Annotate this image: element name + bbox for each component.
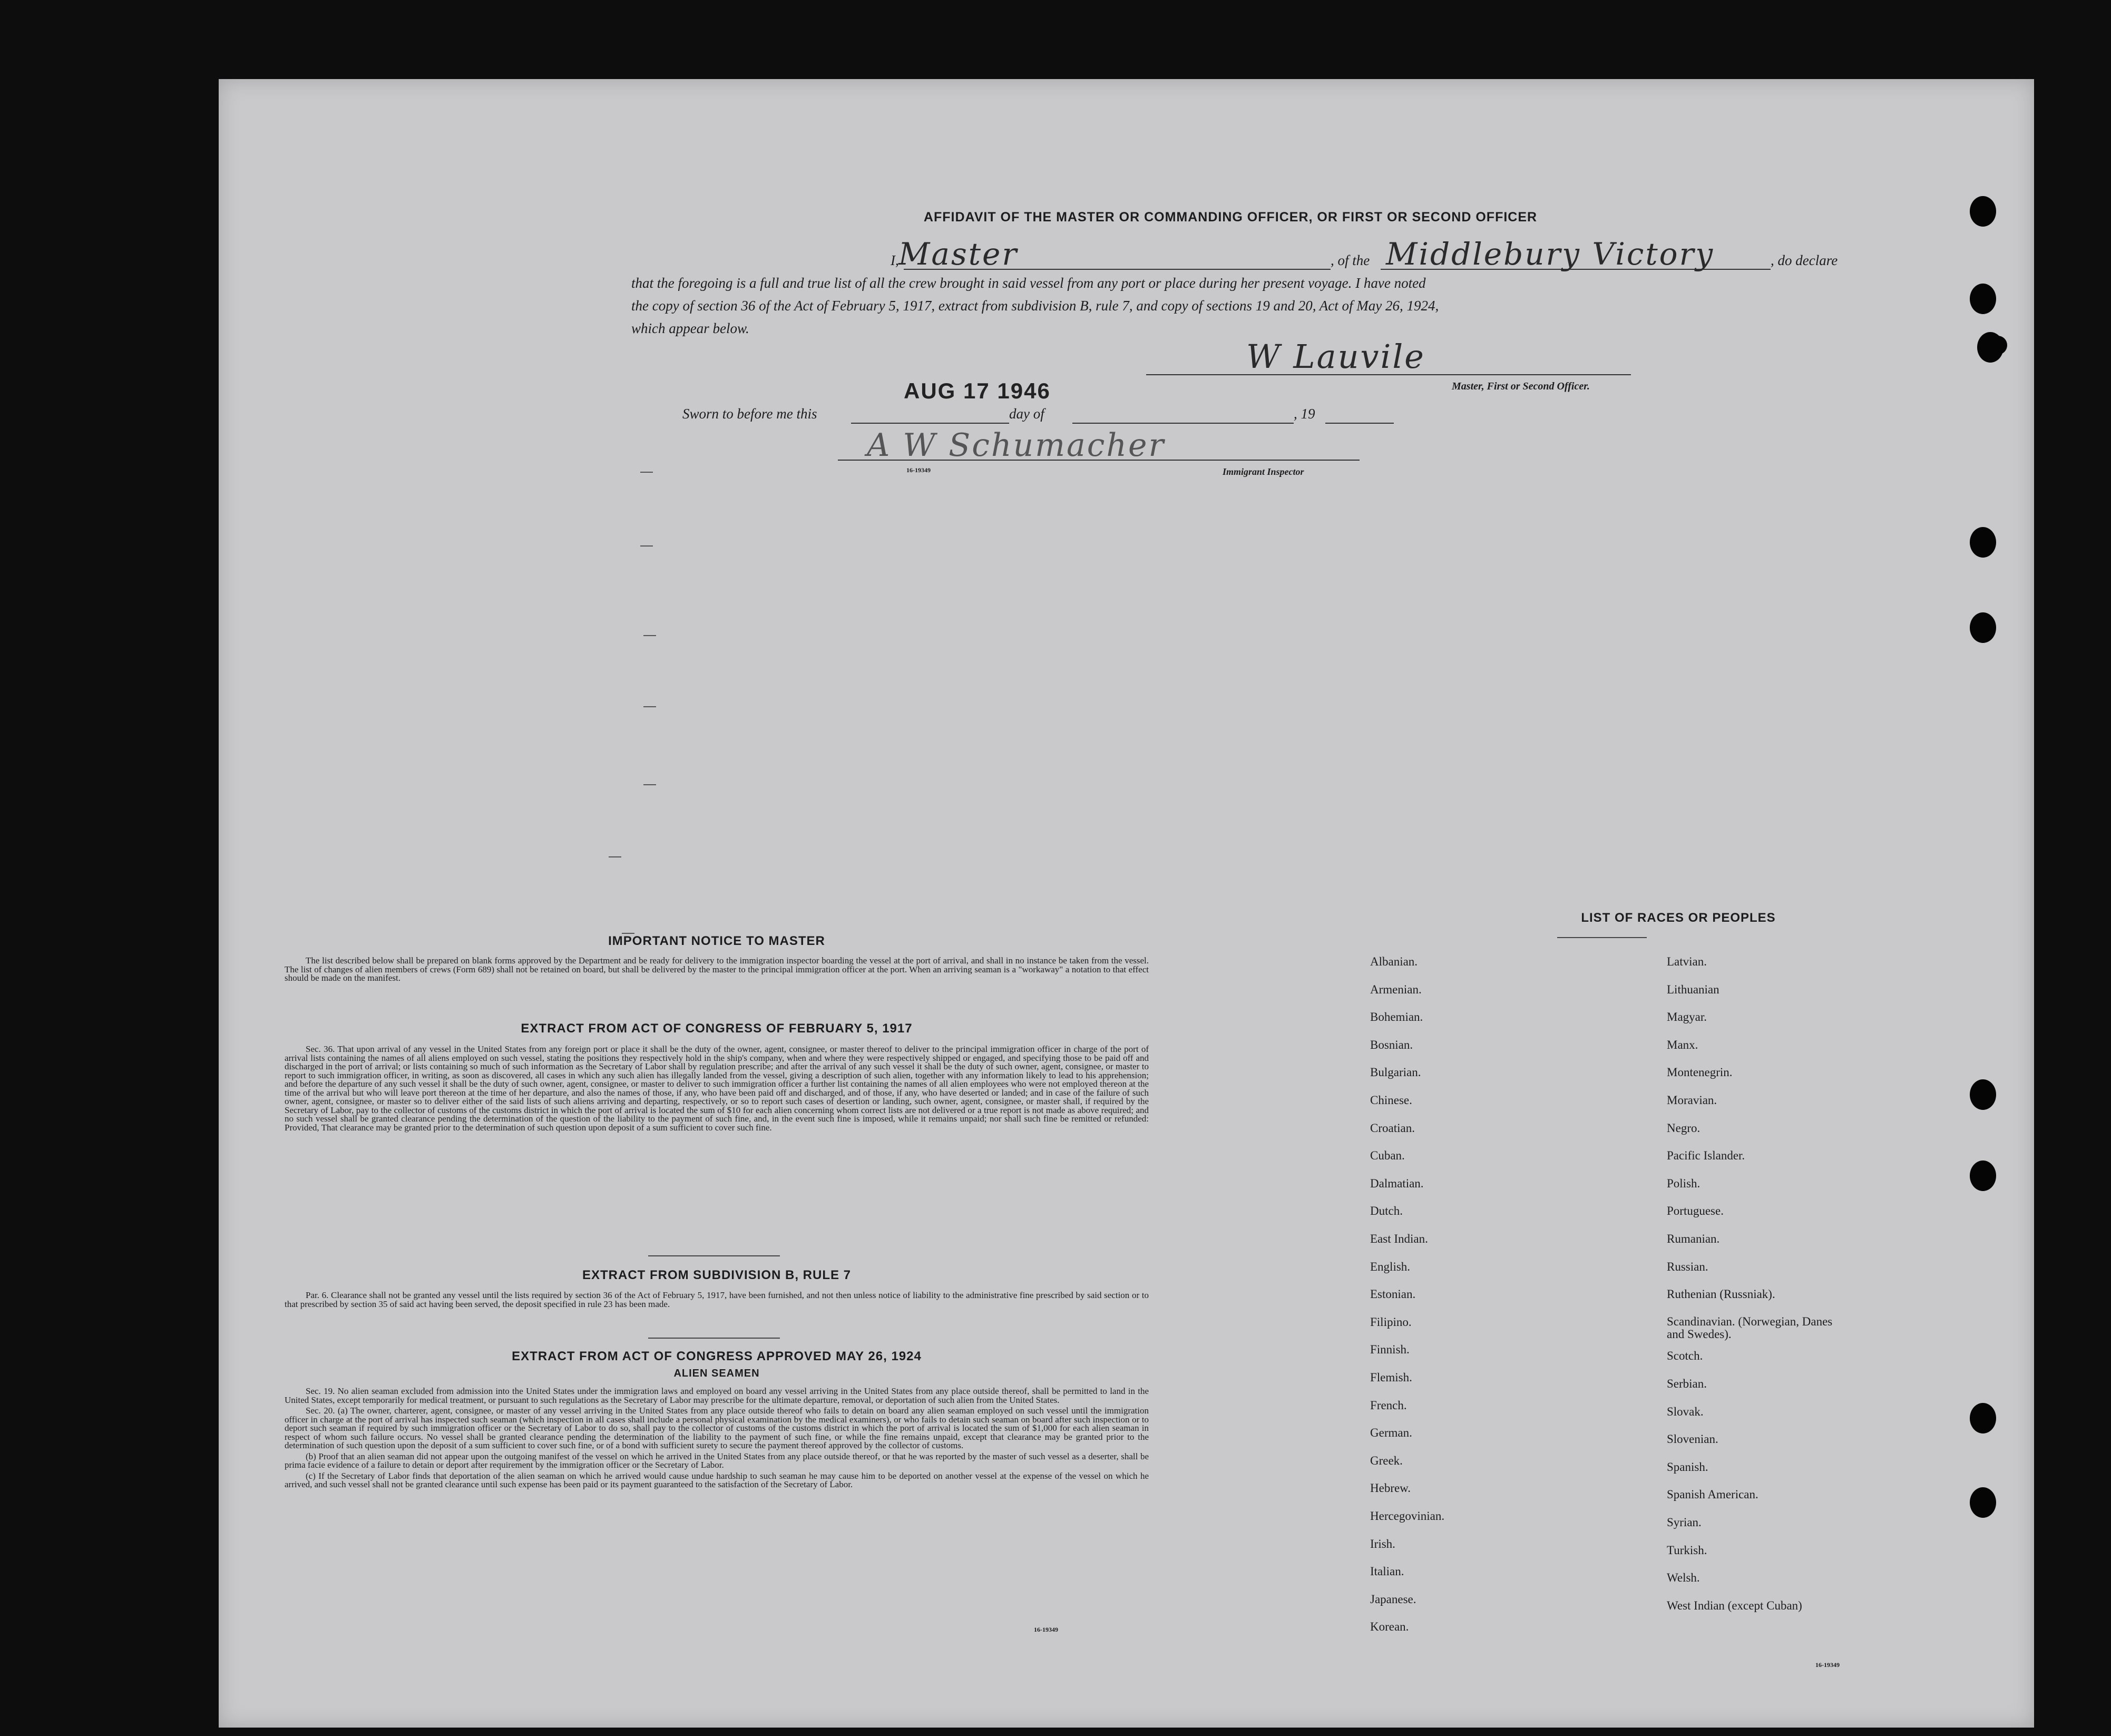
- race-item: English.: [1370, 1260, 1411, 1273]
- affidavit-line-2: that the foregoing is a full and true list of all the crew brought in said vessel from any port or place during her present voyage. I have noted: [631, 275, 1426, 291]
- race-item: Scotch.: [1667, 1349, 1703, 1363]
- inspector-signature: A W Schumacher: [867, 427, 1166, 464]
- form-dash: [643, 784, 656, 785]
- document-page: [219, 79, 2034, 1728]
- sec20b-paragraph: (b) Proof that an alien seaman did not appear upon the outgoing manifest of the vessel on which he arrived in the United States from any place outside thereof, or that he was reported by the master of such vessel as a deserter, shall be prima facie evidence of a failure to detain or deport after requirement by the immigration officer or the Secretary of Labor.: [285, 1451, 1149, 1470]
- race-item: Italian.: [1370, 1565, 1404, 1578]
- race-item: Croatian.: [1370, 1121, 1415, 1135]
- race-item: Spanish.: [1667, 1460, 1708, 1474]
- race-item: Lithuanian: [1667, 982, 1719, 996]
- race-item: Chinese.: [1370, 1094, 1412, 1107]
- race-item: West Indian (except Cuban): [1667, 1598, 1802, 1612]
- form-code: 16-19349: [906, 466, 931, 474]
- race-item: Irish.: [1370, 1537, 1395, 1550]
- race-item: German.: [1370, 1426, 1412, 1440]
- races-title: LIST OF RACES OR PEOPLES: [1581, 911, 1776, 925]
- affidavit-line-4: which appear below.: [631, 320, 749, 336]
- race-item: Rumanian.: [1667, 1232, 1720, 1245]
- year-label: , 19: [1294, 406, 1315, 422]
- race-item: Russian.: [1667, 1260, 1708, 1273]
- race-item: Bohemian.: [1370, 1010, 1423, 1024]
- affidavit-title: AFFIDAVIT OF THE MASTER OR COMMANDING OFFICER, OR FIRST OR SECOND OFFICER: [923, 210, 1538, 225]
- form-dash: [640, 472, 653, 473]
- handwritten-vessel: Middlebury Victory: [1386, 236, 1715, 272]
- race-item: Dalmatian.: [1370, 1176, 1424, 1190]
- form-dash: [643, 706, 656, 707]
- punch-hole: [1970, 284, 1996, 314]
- race-item: Serbian.: [1667, 1377, 1707, 1390]
- race-item: Negro.: [1667, 1121, 1700, 1135]
- rule7-text: [285, 1291, 1149, 1311]
- race-item: French.: [1370, 1398, 1407, 1412]
- punch-hole: [1970, 527, 1996, 558]
- alien-seamen-subtitle: ALIEN SEAMEN: [673, 1368, 760, 1379]
- inspector-line: [838, 460, 1360, 461]
- race-item: Moravian.: [1667, 1094, 1717, 1107]
- section-divider: [648, 1255, 780, 1256]
- race-item: East Indian.: [1370, 1232, 1428, 1245]
- race-item: Flemish.: [1370, 1371, 1412, 1384]
- affidavit-line-3: the copy of section 36 of the Act of February 5, 1917, extract from subdivision B, rule 7, and copy of sections 19 and 20, Act of May 26, 1924,: [631, 298, 1439, 314]
- race-item: Cuban.: [1370, 1149, 1405, 1163]
- race-item: Hercegovinian.: [1370, 1509, 1445, 1523]
- race-item: Greek.: [1370, 1454, 1403, 1467]
- sec20a-paragraph: Sec. 20. (a) The owner, charterer, agent, consignee, or master of any vessel arriving in the United States from any place outside thereof who fails to detain on board any alien seaman employed on such vessel until the immigration officer in charge at the port of arrival has inspected such seaman (which inspection in all cases shall include a personal physical examination by the medical examiners), or who fails to detain such seaman on board after such inspection or to deport such seaman if required by such immigration officer or the Secretary of Labor to do so, shall pay to the collector of customs of the customs district in which the port of arrival is located the sum of $1,000 for each alien seaman in respect of whom such failure occurs. No vessel shall be granted clearance pending the determination of the liability to the payment of such fine, or while the fine remains unpaid, except that clearance may be granted prior to the determination of such question upon the deposit of a sum sufficient to cover such fine, or of a bond with sufficient surety to secure the payment thereof approved by the collector of customs.: [285, 1406, 1149, 1450]
- punch-hole: [1970, 1487, 1996, 1518]
- form-dash: [609, 856, 621, 857]
- extract-1924-text: [285, 1387, 1149, 1491]
- punch-hole: [1970, 196, 1996, 227]
- race-item: Bosnian.: [1370, 1038, 1413, 1051]
- of-the-label: , of the: [1331, 252, 1370, 268]
- races-title-rule: [1557, 937, 1647, 938]
- race-item: Polish.: [1667, 1176, 1700, 1190]
- sec20c-paragraph: (c) If the Secretary of Labor finds that deportation of the alien seaman on which he arrived would cause undue hardship to such seaman he may cause him to be deported on another vessel at the expense of the vessel on which he arrived, and such vessel shall not be granted clearance until such expense has been paid or its payment guaranteed to the satisfaction of the Secretary of Labor.: [285, 1470, 1149, 1489]
- signature-line: [1146, 374, 1631, 375]
- year-line: [1325, 423, 1394, 424]
- race-item: Dutch.: [1370, 1204, 1403, 1218]
- i-label: I,: [891, 252, 899, 268]
- sworn-label: Sworn to before me this: [682, 406, 817, 422]
- race-item: Montenegrin.: [1667, 1066, 1733, 1079]
- race-item: Magyar.: [1667, 1010, 1707, 1024]
- race-item: Hebrew.: [1370, 1481, 1411, 1495]
- race-item: Estonian.: [1370, 1288, 1416, 1301]
- notice-text: [285, 957, 1149, 985]
- race-item: Filipino.: [1370, 1315, 1412, 1329]
- date-stamp: AUG 17 1946: [904, 378, 1051, 403]
- race-item: Slovak.: [1667, 1405, 1704, 1418]
- notice-title: IMPORTANT NOTICE TO MASTER: [608, 934, 825, 948]
- form-dash: [643, 635, 656, 636]
- race-item: Korean.: [1370, 1620, 1409, 1634]
- signature-caption: Master, First or Second Officer.: [1452, 381, 1590, 392]
- form-code: 16-19349: [1034, 1626, 1058, 1633]
- race-item: Pacific Islander.: [1667, 1149, 1745, 1163]
- extract-1917-title: EXTRACT FROM ACT OF CONGRESS OF FEBRUARY 5, 1917: [521, 1021, 913, 1036]
- master-signature: W Lauvile: [1246, 337, 1425, 376]
- day-line: [851, 423, 1009, 424]
- punch-hole: [1970, 1403, 1996, 1433]
- race-item: Slovenian.: [1667, 1432, 1718, 1446]
- form-dash: [640, 545, 653, 547]
- race-item: Turkish.: [1667, 1543, 1707, 1557]
- punch-hole: [1988, 336, 2007, 355]
- rule7-title: EXTRACT FROM SUBDIVISION B, RULE 7: [582, 1268, 852, 1282]
- race-item: Japanese.: [1370, 1592, 1416, 1606]
- punch-hole: [1970, 612, 1996, 643]
- handwritten-rank: Master: [898, 236, 1019, 272]
- extract-1917-text: [285, 1045, 1149, 1134]
- race-item: Albanian.: [1370, 955, 1418, 968]
- punch-hole: [1970, 1079, 1996, 1110]
- race-item: Spanish American.: [1667, 1488, 1758, 1501]
- section-divider: [648, 1338, 780, 1339]
- do-declare-label: , do declare: [1771, 252, 1838, 268]
- race-item: Bulgarian.: [1370, 1066, 1421, 1079]
- race-item: Syrian.: [1667, 1516, 1702, 1529]
- form-code: 16-19349: [1815, 1661, 1840, 1669]
- race-item: Latvian.: [1667, 955, 1707, 968]
- day-of-label: day of: [1009, 406, 1044, 422]
- month-line: [1072, 423, 1294, 424]
- race-item: Manx.: [1667, 1038, 1698, 1051]
- race-item: Ruthenian (Russniak).: [1667, 1288, 1775, 1301]
- race-item: Portuguese.: [1667, 1204, 1724, 1218]
- extract-1924-title: EXTRACT FROM ACT OF CONGRESS APPROVED MAY 26, 1924: [512, 1349, 922, 1363]
- sec19-paragraph: Sec. 19. No alien seaman excluded from admission into the United States under the immigration laws and employed on board any vessel arriving in the United States from any place outside thereof, shall be permitted to land in the United States, except temporarily for medical treatment, or pursuant to such regulations as the Secretary of Labor may prescribe for the ultimate departure, removal, or deportation of such alien from the United States.: [285, 1386, 1149, 1405]
- race-item: Scandinavian. (Norwegian, Danes and Swedes).: [1667, 1314, 1833, 1341]
- notice-paragraph: The list described below shall be prepared on blank forms approved by the Department and be ready for delivery to the immigration inspector boarding the vessel at the port of arrival, and shall in no instance be taken from the vessel. The list of changes of alien members of crews (Form 689) shall not be retained on board, but shall be delivered by the master to the principal immigration officer at the port. When an arriving seaman is a "workaway" a notation to that effect should be made on the manifest.: [285, 955, 1149, 983]
- inspector-caption: Immigrant Inspector: [1223, 466, 1304, 477]
- race-item: Finnish.: [1370, 1343, 1410, 1357]
- par6-paragraph: Par. 6. Clearance shall not be granted any vessel until the lists required by section 36 of the Act of February 5, 1917, have been furnished, and not then unless notice of liability to the administrative fine prescribed by said section or to that prescribed by section 35 of said act having been served, the deposit specified in rule 23 has been made.: [285, 1290, 1149, 1309]
- race-item: Armenian.: [1370, 982, 1422, 996]
- race-item: Welsh.: [1667, 1571, 1700, 1585]
- sec36-paragraph: Sec. 36. That upon arrival of any vessel in the United States from any foreign port or place it shall be the duty of the owner, agent, consignee, or master thereof to deliver to the principal immigration officer in charge of the port of arrival lists containing the names of all aliens employed on such vessel, stating the positions they respectively hold in the ship's company, when and where they were respectively shipped or engaged, and specifying those to be paid off and discharged in the port of arrival; or lists containing so much of such information as the Secretary of Labor shall by regulation prescribe; and after the arrival of any such vessel it shall be the duty of such owner, agent, consignee, or master to report to such immigration officer, in writing, as soon as discovered, all cases in which any such alien has illegally landed from the vessel, giving a description of such alien, together with any information likely to lead to his apprehension; and before the departure of any such vessel it shall be the duty of such owner, agent, consignee, or master to deliver to such immigration officer a further list containing the names of all alien employees who were not employed thereon at the time of the arrival but who will leave port thereon at the time of her departure, and also the names of those, if any, who have been paid off and discharged, and of those, if any, who have deserted or landed; and in case of the failure of such owner, agent, consignee, or master so to deliver either of the said lists of such aliens arriving and departing, respectively, or so to report such cases of desertion or landing, such owner, agent, consignee, or master shall, if required by the Secretary of Labor, pay to the collector of customs of the customs district in which the port of arrival is located the sum of $10 for each alien concerning whom correct lists are not delivered or a true report is not made as above required; and no such vessel shall be granted clearance pending the determination of the question of the liability to the payment of such fine, and, in the event such fine is imposed, while it remains unpaid; nor shall such fine be remitted or refunded: Provided, That clearance may be granted prior to the determination of such question upon deposit of a sum sufficient to cover such fine.: [285, 1044, 1149, 1133]
- punch-hole: [1970, 1160, 1996, 1191]
